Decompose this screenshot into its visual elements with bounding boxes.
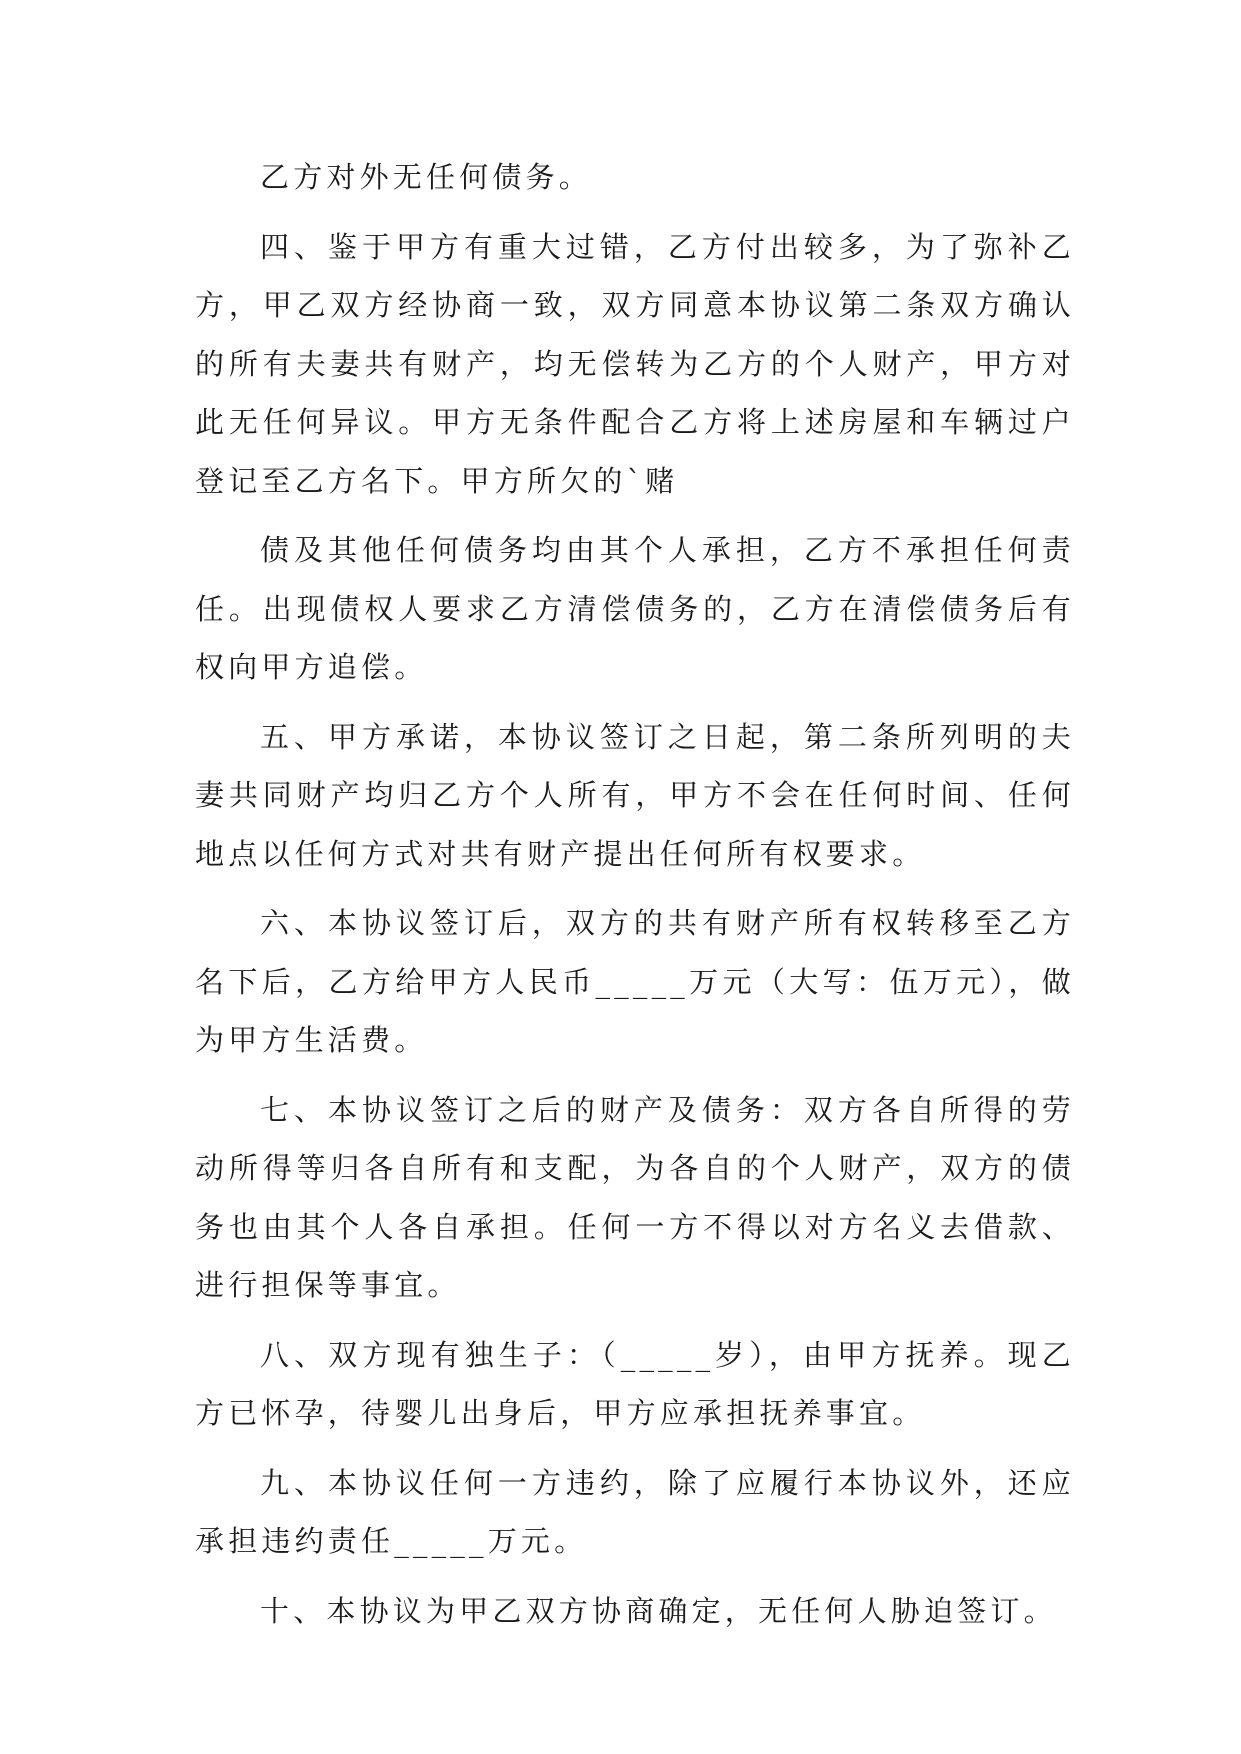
paragraph-clause-7: 七、本协议签订之后的财产及债务：双方各自所得的劳动所得等归各自所有和支配，为各自的个人财产，双方的债务也由其个人各自承担。任何一方不得以对方名义去借款、进行担保等事宜。 xyxy=(195,1092,1075,1302)
paragraph-clause-6: 六、本协议签订后，双方的共有财产所有权转移至乙方名下后，乙方给甲方人民币_____万元（大写：伍万元），做为甲方生活费。 xyxy=(195,906,1075,1057)
paragraph-clause-5: 五、甲方承诺，本协议签订之日起，第二条所列明的夫妻共同财产均归乙方个人所有，甲方不会在任何时间、任何地点以任何方式对共有财产提出任何所有权要求。 xyxy=(195,719,1075,871)
paragraph-clause-8: 八、双方现有独生子：（_____岁），由甲方抚养。现乙方已怀孕，待婴儿出身后，甲方应承担抚养事宜。 xyxy=(195,1337,1075,1430)
paragraph-clause-4: 四、鉴于甲方有重大过错，乙方付出较多，为了弥补乙方，甲乙双方经协商一致，双方同意本协议第二条双方确认的所有夫妻共有财产，均无偿转为乙方的个人财产，甲方对此无任何异议。甲方无条件配合乙方将上述房屋和车辆过户登记至乙方名下。甲方所欠的`赌 xyxy=(195,229,1075,498)
document-page xyxy=(195,148,1075,1651)
paragraph-clause-4-continued: 债及其他任何债务均由其个人承担，乙方不承担任何责任。出现债权人要求乙方清偿债务的，乙方在清偿债务后有权向甲方追偿。 xyxy=(195,533,1075,684)
paragraph-debts-none: 乙方对外无任何债务。 xyxy=(260,160,593,194)
paragraph-clause-9: 九、本协议任何一方违约，除了应履行本协议外，还应承担违约责任_____万元。 xyxy=(195,1465,1075,1558)
paragraph-clause-10: 十、本协议为甲乙双方协商确定，无任何人胁迫签订。 xyxy=(260,1593,1057,1628)
